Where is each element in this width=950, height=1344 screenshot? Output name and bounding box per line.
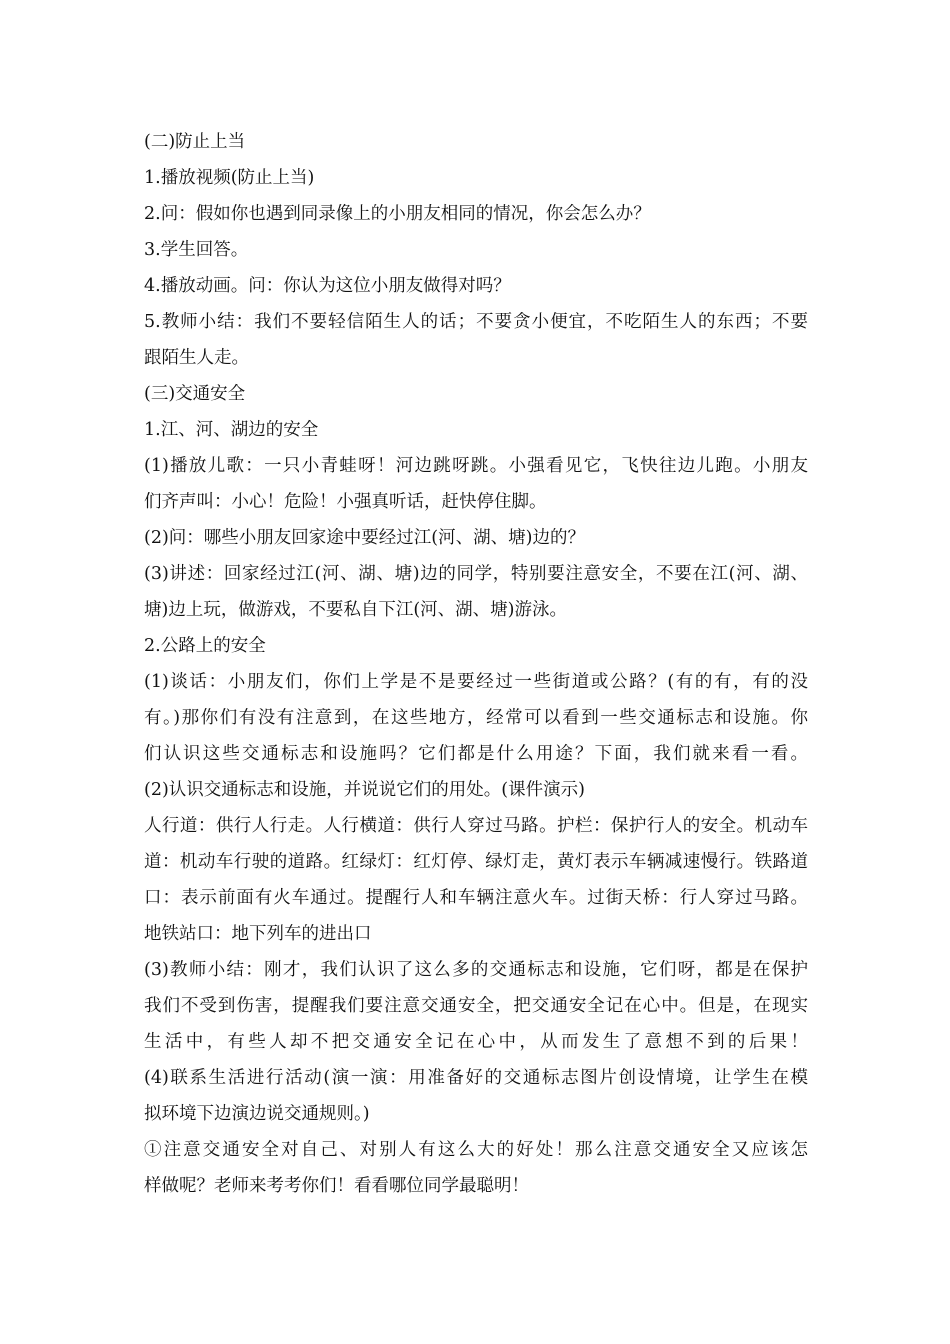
paragraph-line: 生活中，有些人却不把交通安全记在心中，从而发生了意想不到的后果！ <box>144 1032 808 1052</box>
paragraph-line: (2)问：哪些小朋友回家途中要经过江(河、湖、塘)边的？ <box>144 528 585 548</box>
paragraph-line: ①注意交通安全对自己、对别人有这么大的好处！那么注意交通安全又应该怎 <box>144 1140 808 1160</box>
paragraph-line: 4.播放动画。问：你认为这位小朋友做得对吗？ <box>144 276 511 296</box>
paragraph-line: 人行道：供行人行走。人行横道：供行人穿过马路。护栏：保护行人的安全。机动车 <box>144 816 808 836</box>
paragraph-line: (4)联系生活进行活动(演一演：用准备好的交通标志图片创设情境，让学生在模 <box>144 1068 808 1088</box>
document-body <box>144 124 808 1204</box>
paragraph-line: 1.播放视频(防止上当) <box>144 168 315 188</box>
paragraph-line: 道：机动车行驶的道路。红绿灯：红灯停、绿灯走，黄灯表示车辆减速慢行。铁路道 <box>144 852 808 872</box>
paragraph-line: 口：表示前面有火车通过。提醒行人和车辆注意火车。过街天桥：行人穿过马路。 <box>144 888 808 908</box>
paragraph-line: 有。)那你们有没有注意到，在这些地方，经常可以看到一些交通标志和设施。你 <box>144 708 808 728</box>
subheading-road-safety: 2.公路上的安全 <box>144 636 266 656</box>
paragraph-line: 样做呢？老师来考考你们！看看哪位同学最聪明！ <box>144 1176 529 1196</box>
paragraph-line: 5.教师小结：我们不要轻信陌生人的话；不要贪小便宜，不吃陌生人的东西；不要 <box>144 312 808 332</box>
paragraph-line: (1)播放儿歌：一只小青蛙呀！河边跳呀跳。小强看见它，飞快往边儿跑。小朋友 <box>144 456 808 476</box>
subheading-river-lake-safety: 1.江、河、湖边的安全 <box>144 420 319 440</box>
paragraph-line: 拟环境下边演边说交通规则。) <box>144 1104 370 1124</box>
paragraph-line: 我们不受到伤害，提醒我们要注意交通安全，把交通安全记在心中。但是，在现实 <box>144 996 808 1016</box>
paragraph-line: 3.学生回答。 <box>144 240 249 260</box>
paragraph-line: (3)讲述：回家经过江(河、湖、塘)边的同学，特别要注意安全，不要在江(河、湖、 <box>144 564 808 584</box>
paragraph-line: (1)谈话：小朋友们，你们上学是不是要经过一些街道或公路？(有的有，有的没 <box>144 672 808 692</box>
paragraph-line: (3)教师小结：刚才，我们认识了这么多的交通标志和设施，它们呀，都是在保护 <box>144 960 808 980</box>
paragraph-line: 2.问：假如你也遇到同录像上的小朋友相同的情况，你会怎么办？ <box>144 204 651 224</box>
paragraph-line: 地铁站口：地下列车的进出口 <box>144 924 372 944</box>
section-heading-prevent-deception: (二)防止上当 <box>144 132 246 152</box>
paragraph-line: (2)认识交通标志和设施，并说说它们的用处。(课件演示) <box>144 780 585 800</box>
paragraph-line: 跟陌生人走。 <box>144 348 249 368</box>
paragraph-line: 们认识这些交通标志和设施吗？它们都是什么用途？下面，我们就来看一看。 <box>144 744 808 764</box>
paragraph-line: 们齐声叫：小心！危险！小强真听话，赶快停住脚。 <box>144 492 547 512</box>
section-heading-traffic-safety: (三)交通安全 <box>144 384 246 404</box>
paragraph-line: 塘)边上玩，做游戏，不要私自下江(河、湖、塘)游泳。 <box>144 600 567 620</box>
